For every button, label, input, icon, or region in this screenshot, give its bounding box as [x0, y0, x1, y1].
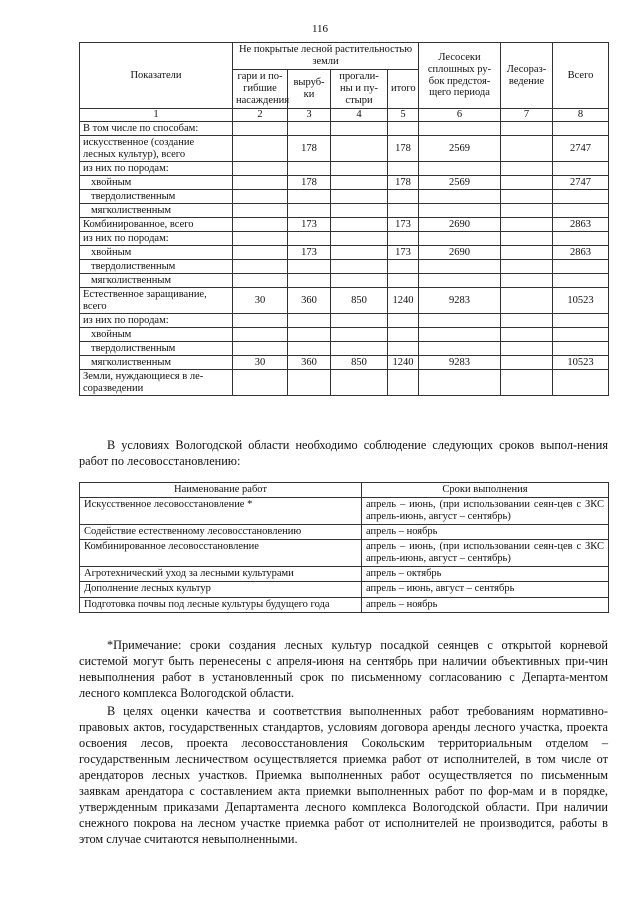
table-cell: 10523: [553, 356, 609, 370]
header-cutting: выруб-ки: [288, 70, 331, 109]
work-name: Содействие естественному лесовосстановлению: [80, 525, 362, 540]
table-cell: [553, 342, 609, 356]
table-cell: [331, 260, 388, 274]
work-terms: апрель – июнь, (при использовании сеян-цев с ЗКС апрель-июнь, август – сентябрь): [362, 540, 609, 567]
table-cell: [501, 342, 553, 356]
table-cell: [288, 342, 331, 356]
table-row: [80, 136, 609, 162]
table-cell: 2690: [419, 218, 501, 232]
table-cell: [331, 314, 388, 328]
table-cell: [233, 314, 288, 328]
table-cell: [233, 176, 288, 190]
table-cell: [331, 274, 388, 288]
table-cell: [331, 122, 388, 136]
row-label: хвойным: [80, 176, 233, 190]
table-cell: [288, 370, 331, 396]
table-row: [80, 218, 609, 232]
table-cell: 30: [233, 356, 288, 370]
table-cell: [501, 218, 553, 232]
table-row: [80, 328, 609, 342]
table-cell: [233, 274, 288, 288]
table-cell: [331, 204, 388, 218]
row-label: мягколиственным: [80, 204, 233, 218]
table-cell: [553, 370, 609, 396]
table-cell: [501, 328, 553, 342]
table-cell: 178: [388, 176, 419, 190]
table-cell: 2863: [553, 246, 609, 260]
table-cell: [233, 370, 288, 396]
table-cell: [388, 370, 419, 396]
table-cell: [553, 232, 609, 246]
table-cell: [501, 260, 553, 274]
work-terms: апрель – октябрь: [362, 567, 609, 582]
row-label: Комбинированное, всего: [80, 218, 233, 232]
table-row: [80, 314, 609, 328]
table-cell: [501, 122, 553, 136]
table-cell: [388, 260, 419, 274]
table-row: [80, 176, 609, 190]
page-number: 116: [311, 23, 329, 35]
table-cell: [331, 190, 388, 204]
table-row: [80, 190, 609, 204]
row-label: В том числе по способам:: [80, 122, 233, 136]
table-cell: [331, 136, 388, 162]
table-cell: [419, 370, 501, 396]
table-row: [80, 122, 609, 136]
table-cell: [553, 162, 609, 176]
table-cell: 850: [331, 356, 388, 370]
column-number: 7: [501, 109, 553, 122]
row-label: Земли, нуждающиеся в ле-соразведении: [80, 370, 233, 396]
work-name: Искусственное лесовосстановление *: [80, 498, 362, 525]
table-cell: [233, 162, 288, 176]
table-cell: [288, 190, 331, 204]
table-cell: [331, 218, 388, 232]
row-label: хвойным: [80, 328, 233, 342]
table-cell: [288, 122, 331, 136]
note-paragraph: *Примечание: сроки создания лесных культур посадкой сеянцев с открытой корневой системой могут быть перенесены с апреля-июня на сентябрь при наличии объективных при-чин невыполнения работ в установленный срок по письменному согласованию с Департа-ментом лесного комплекса Вологодской области.: [79, 638, 608, 700]
header-burned: гари и по-гибшие насаждения: [233, 70, 288, 109]
header-work-terms: Сроки выполнения: [362, 483, 609, 498]
table-row: [80, 288, 609, 314]
table-cell: [419, 190, 501, 204]
table-cell: [501, 288, 553, 314]
table-row: [80, 582, 609, 597]
table-cell: [419, 122, 501, 136]
table-cell: [553, 204, 609, 218]
table-cell: [288, 328, 331, 342]
table-row: [80, 356, 609, 370]
table-row: [80, 162, 609, 176]
table-cell: [233, 260, 288, 274]
table-cell: 2569: [419, 136, 501, 162]
table-cell: [388, 342, 419, 356]
work-name: Комбинированное лесовосстановление: [80, 540, 362, 567]
table-cell: [501, 370, 553, 396]
table-cell: [233, 122, 288, 136]
table-cell: [419, 204, 501, 218]
table-cell: [233, 246, 288, 260]
table-cell: 2747: [553, 136, 609, 162]
table-cell: [331, 246, 388, 260]
work-terms: апрель – ноябрь: [362, 597, 609, 612]
table-row: [80, 204, 609, 218]
row-label: мягколиственным: [80, 356, 233, 370]
table-cell: 850: [331, 288, 388, 314]
column-number: 1: [80, 109, 233, 122]
table-cell: 2747: [553, 176, 609, 190]
row-label: твердолиственным: [80, 260, 233, 274]
table-cell: [288, 274, 331, 288]
table-row: [80, 370, 609, 396]
table-cell: [388, 274, 419, 288]
table-cell: [553, 328, 609, 342]
work-schedule-table: [79, 482, 609, 613]
header-work-name: Наименование работ: [80, 483, 362, 498]
table-cell: [388, 162, 419, 176]
table-cell: [233, 136, 288, 162]
table-cell: 1240: [388, 288, 419, 314]
row-label: из них по породам:: [80, 314, 233, 328]
table-cell: [233, 328, 288, 342]
table-cell: [501, 356, 553, 370]
table-cell: [388, 204, 419, 218]
header-glades: прогали-ны и пу-стыри: [331, 70, 388, 109]
table-cell: 2569: [419, 176, 501, 190]
table-cell: [419, 260, 501, 274]
table-row: [80, 274, 609, 288]
table-cell: [233, 204, 288, 218]
table-cell: 2863: [553, 218, 609, 232]
table-cell: [553, 274, 609, 288]
paragraph-intro: В условиях Вологодской области необходимо соблюдение следующих сроков выпол-нения работ по лесовосстановлению:: [79, 438, 608, 468]
table-cell: [331, 328, 388, 342]
work-name: Дополнение лесных культур: [80, 582, 362, 597]
work-terms: апрель – ноябрь: [362, 525, 609, 540]
table-cell: [331, 176, 388, 190]
work-terms: апрель – июнь, (при использовании сеян-цев с ЗКС апрель-июнь, август – сентябрь): [362, 498, 609, 525]
table-cell: [553, 122, 609, 136]
table-cell: [501, 232, 553, 246]
table-cell: [388, 314, 419, 328]
table-cell: 9283: [419, 288, 501, 314]
table-cell: [501, 190, 553, 204]
table-row: [80, 567, 609, 582]
table-cell: [233, 218, 288, 232]
table-cell: 1240: [388, 356, 419, 370]
table-cell: [388, 232, 419, 246]
table-cell: [419, 328, 501, 342]
table-cell: 30: [233, 288, 288, 314]
table-row: [80, 525, 609, 540]
column-number: 2: [233, 109, 288, 122]
table-cell: 173: [288, 218, 331, 232]
table-cell: [419, 314, 501, 328]
paragraph-acceptance: В целях оценки качества и соответствия выполненных работ требованиям нормативно-правовых актов, государственных стандартов, условиям договора аренды лесного участка, проекта освоения лесов, проекта лесовосстановления Сокольским территориальным отделом – государственным лесничеством осуществляется приемка работ от исполнителей, в том числе от арендаторов лесных участков. Приемка выполненных работ осуществляется по письменным заявкам арендатора с составлением акта приемки выполненных работ по фор-мам и в порядке, утвержденным приказами Департамента лесного комплекса Вологодской области. При наличии снежного покрова на лесном участке приемка работ от исполнителей не производится, работы в этом случае считаются невыполненными.: [79, 704, 608, 846]
table-row: [80, 246, 609, 260]
table-cell: [233, 232, 288, 246]
table-cell: [388, 122, 419, 136]
row-label: Естественное заращивание, всего: [80, 288, 233, 314]
table-row: [80, 540, 609, 567]
table-cell: [331, 370, 388, 396]
column-number: 8: [553, 109, 609, 122]
header-subtotal: итого: [388, 70, 419, 109]
table-cell: 173: [388, 246, 419, 260]
table-cell: 173: [388, 218, 419, 232]
table-cell: [501, 176, 553, 190]
table-cell: 10523: [553, 288, 609, 314]
table-cell: [501, 204, 553, 218]
table-cell: [233, 342, 288, 356]
table-cell: 178: [388, 136, 419, 162]
table-cell: [501, 136, 553, 162]
row-label: хвойным: [80, 246, 233, 260]
table-cell: 9283: [419, 356, 501, 370]
table-cell: [553, 314, 609, 328]
work-name: Подготовка почвы под лесные культуры будущего года: [80, 597, 362, 612]
column-number: 5: [388, 109, 419, 122]
table-cell: [331, 162, 388, 176]
table-cell: 2690: [419, 246, 501, 260]
table-cell: 178: [288, 136, 331, 162]
table-cell: [331, 342, 388, 356]
table-cell: 173: [288, 246, 331, 260]
table-cell: [553, 260, 609, 274]
table-cell: [288, 260, 331, 274]
table-cell: [288, 204, 331, 218]
table-cell: [233, 190, 288, 204]
row-label: мягколиственным: [80, 274, 233, 288]
table-cell: [288, 314, 331, 328]
column-number: 4: [331, 109, 388, 122]
work-terms: апрель – июнь, август – сентябрь: [362, 582, 609, 597]
table-cell: [419, 162, 501, 176]
table-cell: [501, 246, 553, 260]
table-row: [80, 260, 609, 274]
column-number: 3: [288, 109, 331, 122]
header-clearcuts: Лесосеки сплошных ру-бок предстоя-щего периода: [419, 43, 501, 109]
table-cell: [553, 190, 609, 204]
row-label: твердолиственным: [80, 190, 233, 204]
table-cell: 360: [288, 356, 331, 370]
table-row: [80, 597, 609, 612]
header-total-all: Всего: [553, 43, 609, 109]
header-indicators: Показатели: [80, 43, 233, 109]
column-number: 6: [419, 109, 501, 122]
row-label: из них по породам:: [80, 232, 233, 246]
table-cell: [288, 232, 331, 246]
table-cell: 360: [288, 288, 331, 314]
table-row: [80, 232, 609, 246]
forest-land-table: [79, 42, 609, 396]
table-cell: [419, 274, 501, 288]
table-cell: [388, 190, 419, 204]
table-cell: [419, 232, 501, 246]
table-cell: [501, 314, 553, 328]
row-label: искусственное (создание лесных культур), всего: [80, 136, 233, 162]
table-cell: [501, 274, 553, 288]
header-unforested-group: Не покрытые лесной растительностью земли: [233, 43, 419, 70]
header-reforestation: Лесораз-ведение: [501, 43, 553, 109]
table-cell: 178: [288, 176, 331, 190]
table-cell: [501, 162, 553, 176]
row-label: твердолиственным: [80, 342, 233, 356]
table-cell: [419, 342, 501, 356]
row-label: из них по породам:: [80, 162, 233, 176]
table-cell: [331, 232, 388, 246]
table-cell: [288, 162, 331, 176]
table-cell: [388, 328, 419, 342]
table-row: [80, 498, 609, 525]
table-row: [80, 342, 609, 356]
work-name: Агротехнический уход за лесными культурами: [80, 567, 362, 582]
